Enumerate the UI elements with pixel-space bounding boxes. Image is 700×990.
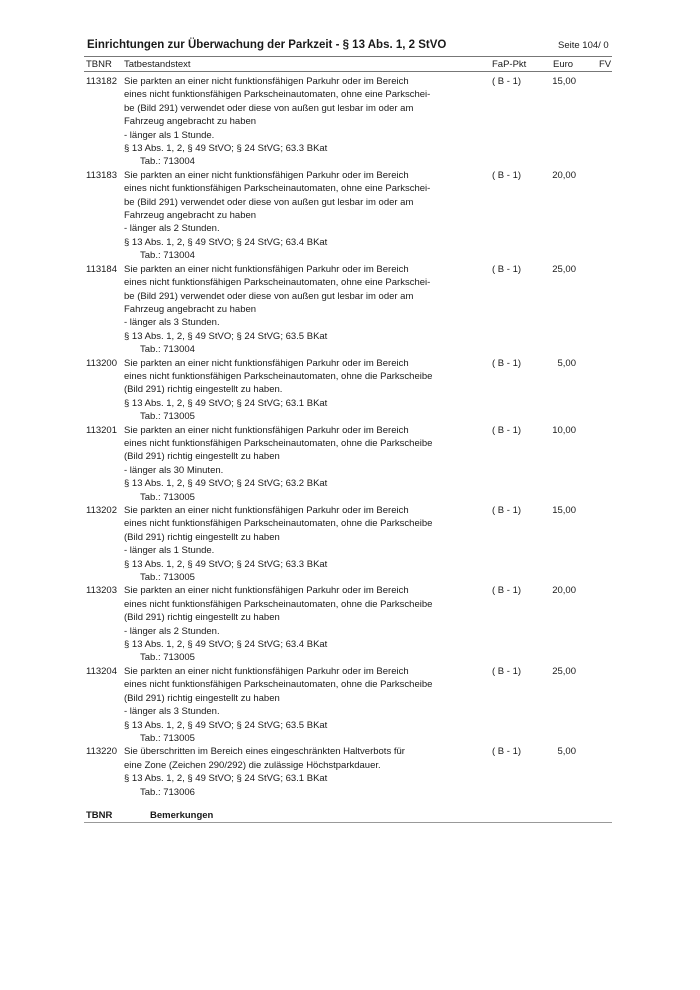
header-rule-bottom — [84, 71, 612, 72]
row-euro-amount: 15,00 — [552, 76, 576, 87]
row-euro-amount: 25,00 — [552, 263, 576, 275]
row-euro-amount: 10,00 — [552, 424, 576, 436]
description-line: Sie parkten an einer nicht funktionsfähigen Parkuhr oder im Bereich — [124, 357, 409, 369]
description-line: § 13 Abs. 1, 2, § 49 StVO; § 24 StVG; 63.1 BKat — [124, 397, 328, 409]
row-description — [124, 357, 484, 424]
row-tbnr: 113200 — [86, 357, 117, 369]
description-line: § 13 Abs. 1, 2, § 49 StVO; § 24 StVG; 63.5 BKat — [124, 330, 328, 342]
description-line: eines nicht funktionsfähigen Parkscheinautomaten, ohne die Parkscheibe — [124, 679, 433, 691]
row-tbnr: 113183 — [86, 169, 117, 181]
table-row — [0, 424, 700, 504]
description-line: (Bild 291) richtig eingestellt zu haben — [124, 531, 280, 543]
row-euro-amount: 25,00 — [552, 665, 576, 677]
row-description — [124, 584, 484, 664]
description-line: - länger als 30 Minuten. — [124, 464, 224, 476]
row-fap-points: ( B - 1) — [492, 424, 522, 436]
tab-reference: Tab.: 713005 — [140, 411, 195, 423]
column-header-tbnr: TBNR — [86, 59, 112, 70]
page-title: Einrichtungen zur Überwachung der Parkzeit - § 13 Abs. 1, 2 StVO — [87, 39, 447, 51]
tab-reference: Tab.: 713005 — [140, 491, 195, 503]
offense-table — [0, 75, 700, 799]
description-line: eines nicht funktionsfähigen Parkscheinautomaten, ohne die Parkscheibe — [124, 437, 433, 449]
description-line: § 13 Abs. 1, 2, § 49 StVO; § 24 StVG; 63.1 BKat — [124, 773, 328, 785]
tab-reference: Tab.: 713005 — [140, 652, 195, 664]
description-line: (Bild 291) richtig eingestellt zu haben — [124, 451, 280, 463]
row-description — [124, 169, 484, 263]
table-row — [0, 665, 700, 745]
description-line: - länger als 2 Stunden. — [124, 625, 220, 637]
footer-remarks-label: Bemerkungen — [150, 810, 214, 821]
tab-reference: Tab.: 713004 — [140, 250, 195, 262]
row-description — [124, 745, 484, 799]
description-line: Sie parkten an einer nicht funktionsfähigen Parkuhr oder im Bereich — [124, 424, 409, 436]
description-line: (Bild 291) richtig eingestellt zu haben. — [124, 384, 283, 396]
description-line: § 13 Abs. 1, 2, § 49 StVO; § 24 StVG; 63.5 BKat — [124, 719, 328, 731]
description-line: be (Bild 291) verwendet oder diese von außen gut lesbar im oder am — [124, 102, 414, 114]
table-row — [0, 263, 700, 357]
description-line: eines nicht funktionsfähigen Parkscheinautomaten, ohne die Parkscheibe — [124, 598, 433, 610]
description-line: Fahrzeug angebracht zu haben — [124, 210, 257, 222]
table-row — [0, 75, 700, 169]
table-row — [0, 169, 700, 263]
description-line: eines nicht funktionsfähigen Parkscheinautomaten, ohne die Parkscheibe — [124, 370, 433, 382]
description-line: § 13 Abs. 1, 2, § 49 StVO; § 24 StVG; 63.2 BKat — [124, 478, 328, 490]
description-line: - länger als 1 Stunde. — [124, 545, 215, 557]
description-line: Sie parkten an einer nicht funktionsfähigen Parkuhr oder im Bereich — [124, 169, 409, 181]
description-line: Fahrzeug angebracht zu haben — [124, 116, 257, 128]
description-line: Sie parkten an einer nicht funktionsfähigen Parkuhr oder im Bereich — [124, 263, 409, 275]
description-line: Sie parkten an einer nicht funktionsfähigen Parkuhr oder im Bereich — [124, 585, 409, 597]
description-line: (Bild 291) richtig eingestellt zu haben — [124, 612, 280, 624]
table-row — [0, 584, 700, 664]
description-line: Sie überschritten im Bereich eines eingeschränkten Haltverbots für — [124, 746, 405, 758]
row-fap-points: ( B - 1) — [492, 505, 522, 516]
row-description — [124, 424, 484, 504]
description-line: - länger als 2 Stunden. — [124, 223, 220, 235]
description-line: (Bild 291) richtig eingestellt zu haben — [124, 692, 280, 704]
column-header-fv: FV — [599, 59, 612, 70]
row-euro-amount: 5,00 — [557, 746, 576, 758]
tab-reference: Tab.: 713005 — [140, 572, 195, 584]
row-tbnr: 113184 — [86, 263, 117, 275]
footer-tbnr-label: TBNR — [86, 810, 113, 821]
description-line: § 13 Abs. 1, 2, § 49 StVO; § 24 StVG; 63.3 BKat — [124, 558, 328, 570]
row-tbnr: 113182 — [86, 76, 117, 87]
description-line: eines nicht funktionsfähigen Parkscheinautomaten, ohne eine Parkschei- — [124, 183, 431, 195]
row-tbnr: 113220 — [86, 746, 117, 758]
row-euro-amount: 5,00 — [557, 357, 576, 369]
description-line: be (Bild 291) verwendet oder diese von außen gut lesbar im oder am — [124, 196, 414, 208]
row-euro-amount: 15,00 — [552, 505, 576, 516]
tab-reference: Tab.: 713004 — [140, 344, 195, 356]
description-line: Sie parkten an einer nicht funktionsfähigen Parkuhr oder im Bereich — [124, 76, 409, 87]
column-header-text: Tatbestandstext — [124, 59, 191, 70]
row-tbnr: 113204 — [86, 665, 117, 677]
description-line: - länger als 1 Stunde. — [124, 129, 215, 141]
row-fap-points: ( B - 1) — [492, 169, 522, 181]
description-line: § 13 Abs. 1, 2, § 49 StVO; § 24 StVG; 63.4 BKat — [124, 639, 328, 651]
tab-reference: Tab.: 713006 — [140, 786, 195, 798]
tab-reference: Tab.: 713005 — [140, 732, 195, 744]
column-header-row — [0, 58, 700, 72]
description-line: § 13 Abs. 1, 2, § 49 StVO; § 24 StVG; 63.4 BKat — [124, 236, 328, 248]
row-fap-points: ( B - 1) — [492, 76, 522, 87]
row-description — [124, 75, 484, 169]
table-row — [0, 745, 700, 799]
description-line: - länger als 3 Stunden. — [124, 317, 220, 329]
description-line: be (Bild 291) verwendet oder diese von außen gut lesbar im oder am — [124, 290, 414, 302]
row-fap-points: ( B - 1) — [492, 746, 522, 758]
description-line: eines nicht funktionsfähigen Parkscheinautomaten, ohne die Parkscheibe — [124, 518, 433, 530]
description-line: eines nicht funktionsfähigen Parkscheinautomaten, ohne eine Parkschei- — [124, 277, 431, 289]
row-fap-points: ( B - 1) — [492, 357, 522, 369]
description-line: - länger als 3 Stunden. — [124, 706, 220, 718]
description-line: § 13 Abs. 1, 2, § 49 StVO; § 24 StVG; 63.3 BKat — [124, 143, 328, 155]
header-rule-top — [84, 56, 612, 57]
column-header-fap: FaP-Pkt — [492, 59, 527, 70]
table-row — [0, 357, 700, 424]
row-description — [124, 665, 484, 745]
description-line: Sie parkten an einer nicht funktionsfähigen Parkuhr oder im Bereich — [124, 505, 409, 516]
row-fap-points: ( B - 1) — [492, 585, 522, 597]
row-euro-amount: 20,00 — [552, 169, 576, 181]
description-line: eines nicht funktionsfähigen Parkscheinautomaten, ohne eine Parkschei- — [124, 89, 431, 101]
description-line: Sie parkten an einer nicht funktionsfähigen Parkuhr oder im Bereich — [124, 665, 409, 677]
row-tbnr: 113201 — [86, 424, 117, 436]
description-line: eine Zone (Zeichen 290/292) die zulässige Höchstparkdauer. — [124, 759, 381, 771]
row-description — [124, 504, 484, 584]
description-line: Fahrzeug angebracht zu haben — [124, 303, 257, 315]
table-row — [0, 504, 700, 584]
row-fap-points: ( B - 1) — [492, 665, 522, 677]
row-fap-points: ( B - 1) — [492, 263, 522, 275]
row-euro-amount: 20,00 — [552, 585, 576, 597]
tab-reference: Tab.: 713004 — [140, 156, 195, 168]
row-description — [124, 263, 484, 357]
page-number: Seite 104/ 0 — [558, 40, 609, 51]
column-header-euro: Euro — [553, 59, 574, 70]
footer-rule — [84, 822, 612, 823]
row-tbnr: 113203 — [86, 585, 117, 597]
row-tbnr: 113202 — [86, 505, 117, 516]
